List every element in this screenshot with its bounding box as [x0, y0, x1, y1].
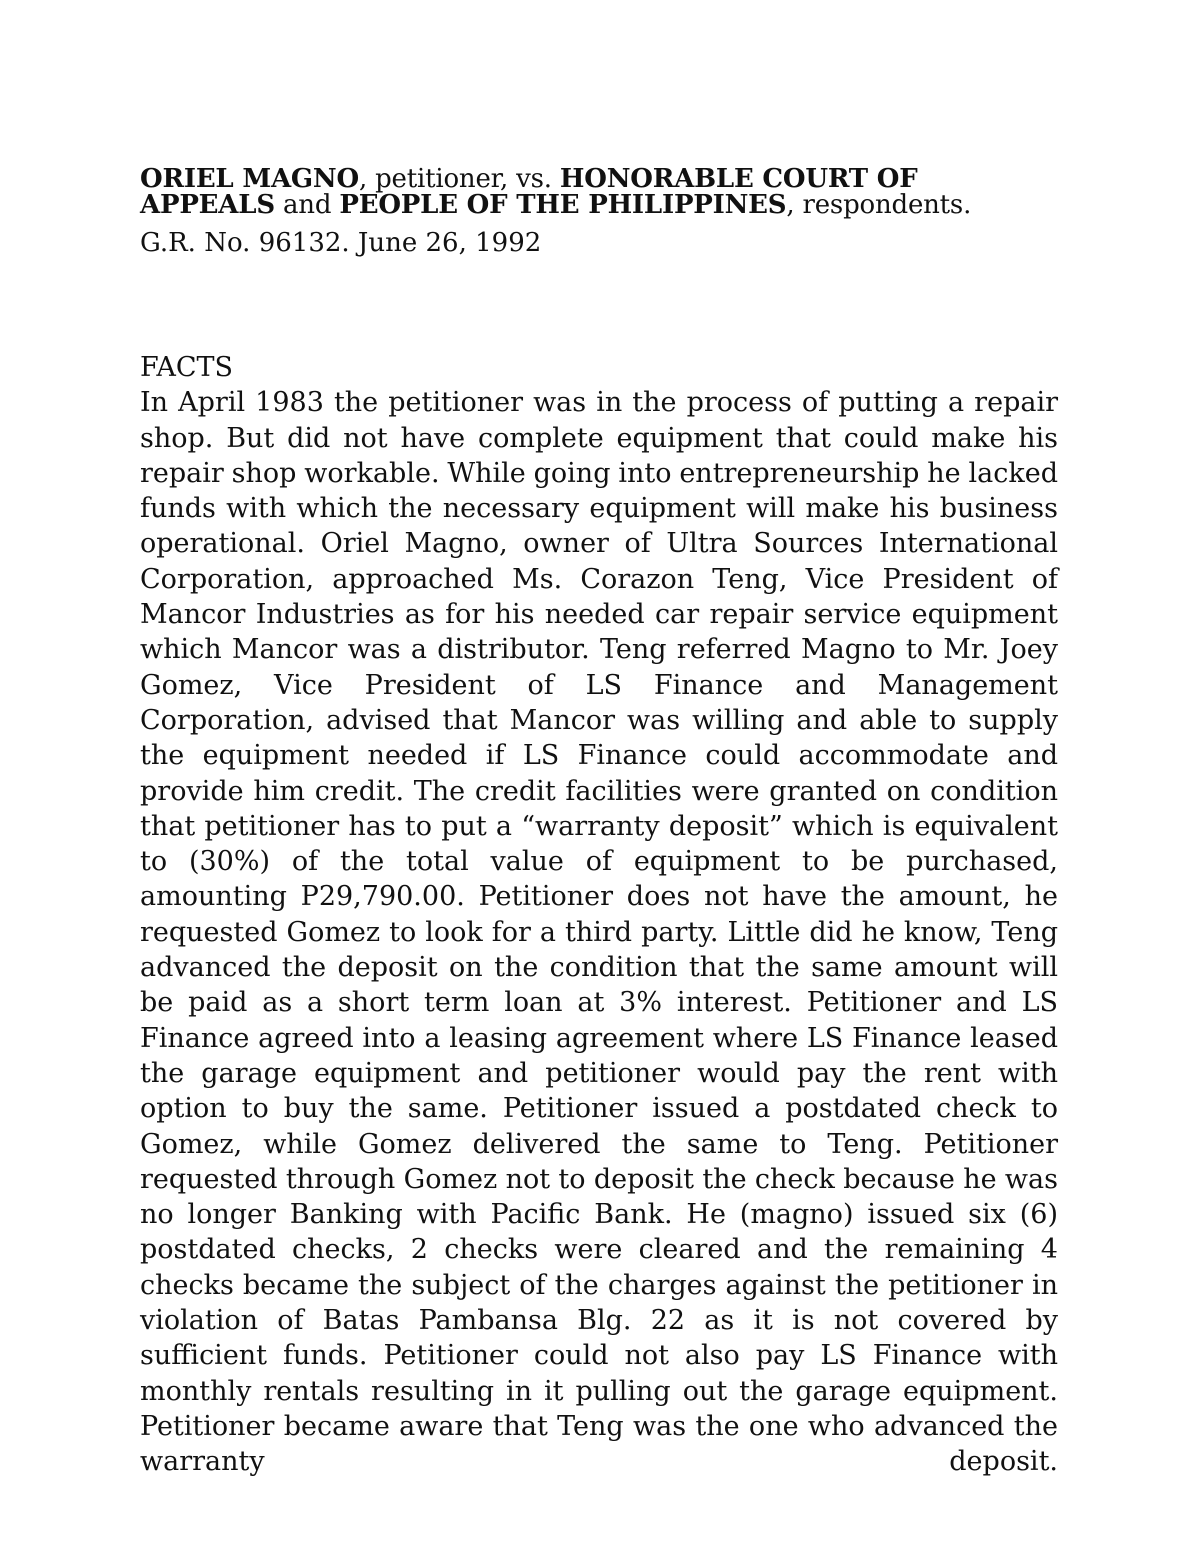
respondent-court: HONORABLE COURT OF APPEALS [140, 164, 918, 220]
document-content [140, 166, 1058, 1480]
respondent-people: PEOPLE OF THE PHILIPPINES [339, 190, 787, 220]
caption-connector: and [274, 190, 340, 220]
case-caption [140, 166, 1058, 218]
facts-paragraph: In April 1983 the petitioner was in the process of putting a repair shop. But did not have complete equipment that could make his repair shop workable. While going into entrepreneurship he lacked funds with which the necessary equipment will make his business operational. Oriel Magno, owner of Ultra Sources International Corporation, approached Ms. Corazon Teng, Vice President of Mancor Industries as for his needed car repair service equipment which Mancor was a distributor. Teng referred Magno to Mr. Joey Gomez, Vice President of LS Finance and Management Corporation, advised that Mancor was willing and able to supply the equipment needed if LS Finance could accommodate and provide him credit. The credit facilities were granted on condition that petitioner has to put a “warranty deposit” which is equivalent to (30%) of the total value of equipment to be purchased, amounting P29,790.00. Petitioner does not have the amount, he requested Gomez to look for a third party. Little did he know, Teng advanced the deposit on the condition that the same amount will be paid as a short term loan at 3% interest. Petitioner and LS Finance agreed into a leasing agreement where LS Finance leased the garage equipment and petitioner would pay the rent with option to buy the same. Petitioner issued a postdated check to Gomez, while Gomez delivered the same to Teng. Petitioner requested through Gomez not to deposit the check because he was no longer Banking with Pacific Bank. He (magno) issued six (6) postdated checks, 2 checks were cleared and the remaining 4 checks became the subject of the charges against the petitioner in violation of Batas Pambansa Blg. 22 as it is not covered by sufficient funds. Petitioner could not also pay LS Finance with monthly rentals resulting in it pulling out the garage equipment. Petitioner became aware that Teng was the one who advanced the warranty deposit. [140, 387, 1058, 1478]
petitioner-name: ORIEL MAGNO [140, 164, 359, 194]
section-heading: FACTS [140, 352, 234, 383]
case-number: G.R. No. 96132. June 26, 1992 [140, 228, 542, 258]
petitioner-role: , petitioner, vs. [358, 164, 560, 194]
respondent-role: , respondents. [786, 190, 972, 220]
